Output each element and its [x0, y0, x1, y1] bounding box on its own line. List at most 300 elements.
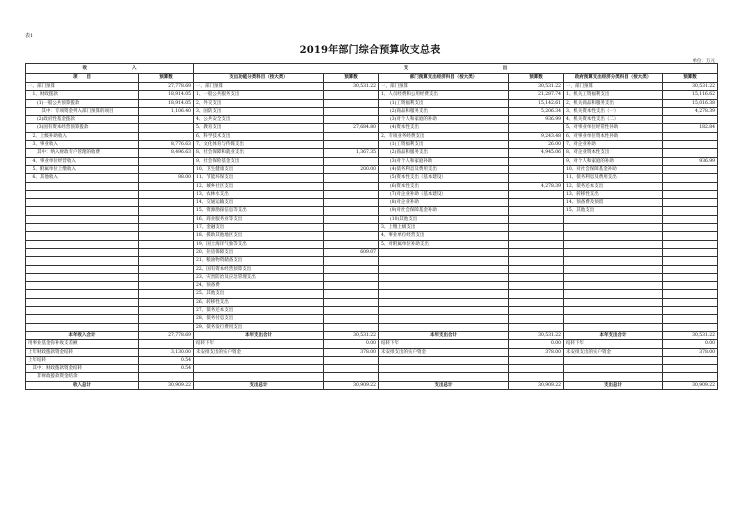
budget-table [25, 63, 718, 390]
item-cell: 6、对事业单位资本性补助 [564, 132, 663, 140]
item-cell [26, 232, 139, 240]
item-cell [564, 315, 663, 323]
item-cell: 2、专项业务经费支出 [379, 132, 509, 140]
table-row [26, 240, 718, 248]
item-cell [26, 265, 139, 273]
item-cell: 4、事业单位经营支出 [379, 232, 509, 240]
item-cell: (9)对社会保障基金补助 [379, 207, 509, 215]
amount-cell [663, 307, 718, 315]
item-cell: (3)对个人和家庭的补助 [379, 116, 509, 124]
table-row [26, 99, 718, 107]
item-cell: 16、商业服务业等支出 [194, 215, 324, 223]
item-cell: 5、对附属单位补助支出 [379, 240, 509, 248]
amount-cell: 27,778.69 [139, 83, 194, 91]
item-cell [26, 273, 139, 281]
item-cell: 13、农林水支出 [194, 190, 324, 198]
item-cell: 22、国有资本经营预算支出 [194, 265, 324, 273]
table-row [26, 182, 718, 190]
item-cell: 一、部门预算 [194, 83, 324, 91]
table-row [26, 174, 718, 182]
item-cell: 11、节能环保支出 [194, 174, 324, 182]
item-cell [379, 323, 509, 331]
amount-cell [663, 298, 718, 306]
table-row [26, 107, 718, 115]
amount-cell [139, 340, 194, 348]
amount-cell [324, 323, 379, 331]
item-cell: 支出总计 [379, 381, 509, 389]
table-row [26, 141, 718, 149]
item-cell: (4)债务利息及费用支出 [379, 165, 509, 173]
item-cell [564, 215, 663, 223]
item-cell: 19、国土海洋气象等支出 [194, 240, 324, 248]
item-cell [26, 215, 139, 223]
column-header: 部门预算支出经济科目（按大类） [379, 74, 509, 83]
amount-cell: 200.00 [324, 165, 379, 173]
item-cell: 4、事业单位经营收入 [26, 157, 139, 165]
item-cell: 7、文化体育与传媒支出 [194, 141, 324, 149]
item-cell [26, 199, 139, 207]
table-row [26, 315, 718, 323]
item-cell: (5)资本性支出（基本建设） [379, 174, 509, 182]
amount-cell [509, 174, 564, 182]
amount-cell [324, 356, 379, 364]
item-cell: 本年收入合计 [26, 331, 139, 339]
amount-cell [324, 265, 379, 273]
item-cell: 5、教育支出 [194, 124, 324, 132]
item-cell: (1)一般公共预算拨款 [26, 99, 139, 107]
item-cell: 3、事业收入 [26, 141, 139, 149]
column-header: 预算数 [663, 74, 718, 83]
amount-cell [509, 323, 564, 331]
table-row [26, 132, 718, 140]
item-cell: (2)政府性基金拨款 [26, 116, 139, 124]
item-cell: 14、预备费及预留 [564, 199, 663, 207]
amount-cell [663, 149, 718, 157]
item-cell: (1)工资福利支出 [379, 141, 509, 149]
item-cell [26, 323, 139, 331]
amount-cell [324, 99, 379, 107]
item-cell: 8、对企业资本性支出 [564, 149, 663, 157]
amount-cell: 9,243.48 [509, 132, 564, 140]
item-cell [26, 307, 139, 315]
item-cell [194, 365, 324, 373]
item-cell: 支出总计 [564, 381, 663, 389]
amount-cell [324, 157, 379, 165]
item-cell: 25、其他支出 [194, 290, 324, 298]
table-row [26, 257, 718, 265]
table-row [26, 224, 718, 232]
amount-cell [509, 165, 564, 173]
item-cell: 本年支出合计 [194, 331, 324, 339]
amount-cell [509, 298, 564, 306]
amount-cell [509, 365, 564, 373]
amount-cell [509, 282, 564, 290]
amount-cell [324, 307, 379, 315]
amount-cell [663, 265, 718, 273]
amount-cell: 30,531.22 [509, 83, 564, 91]
item-cell: 收入总计 [26, 381, 139, 389]
amount-cell: 378.00 [509, 348, 564, 356]
amount-cell [324, 232, 379, 240]
amount-cell: 18,914.05 [139, 91, 194, 99]
amount-cell: 0.54 [139, 356, 194, 364]
table-row [26, 248, 718, 256]
amount-cell: 30,909.22 [663, 381, 718, 389]
amount-cell [324, 107, 379, 115]
amount-cell: 15,016.38 [663, 99, 718, 107]
amount-cell [663, 141, 718, 149]
table-row [26, 232, 718, 240]
amount-cell [139, 273, 194, 281]
item-cell: 28、债务付息支出 [194, 315, 324, 323]
item-cell [379, 290, 509, 298]
item-cell: (10)其他支出 [379, 215, 509, 223]
amount-cell [324, 298, 379, 306]
item-cell [564, 290, 663, 298]
table-row [26, 149, 718, 157]
amount-cell: 88.00 [139, 174, 194, 182]
item-cell: (3)国有资本经营预算拨款 [26, 124, 139, 132]
amount-cell [663, 190, 718, 198]
table-row [26, 348, 718, 356]
item-cell: 2、外交支出 [194, 99, 324, 107]
amount-cell [663, 373, 718, 381]
item-cell: 3、机关资本性支出（一） [564, 107, 663, 115]
amount-cell: 30,531.22 [663, 83, 718, 91]
item-cell [564, 248, 663, 256]
item-cell [564, 265, 663, 273]
item-cell [379, 365, 509, 373]
item-cell: (2)商品和服务支出 [379, 149, 509, 157]
item-cell: 24、预备费 [194, 282, 324, 290]
amount-cell [139, 298, 194, 306]
amount-cell [663, 323, 718, 331]
amount-cell [139, 232, 194, 240]
item-cell [564, 240, 663, 248]
item-cell: 本年支出合计 [379, 331, 509, 339]
item-cell [564, 298, 663, 306]
expense-group-header: 支 出 [194, 64, 718, 74]
item-cell: 非财政拨款资金结余 [26, 373, 139, 381]
page-title: 2019年部门综合预算收支总表 [299, 45, 441, 56]
amount-cell [509, 307, 564, 315]
amount-cell: 378.00 [663, 348, 718, 356]
amount-cell: 4,278.39 [509, 182, 564, 190]
item-cell: 27、债务还本支出 [194, 307, 324, 315]
table-row [26, 83, 718, 91]
item-cell [194, 373, 324, 381]
item-cell [564, 323, 663, 331]
table-row [26, 265, 718, 273]
table-row [26, 116, 718, 124]
item-cell: (7)对企业补助（基本建设） [379, 190, 509, 198]
item-cell: 1、人员经费和公用经费支出 [379, 91, 509, 99]
amount-cell [663, 199, 718, 207]
item-cell: 未安排支出的实户资金 [194, 348, 324, 356]
item-cell: 上年结转 [26, 356, 139, 364]
item-cell [26, 315, 139, 323]
item-cell: 其中：专项资金列入部门预算的项目 [26, 107, 139, 115]
table-row [26, 91, 718, 99]
item-cell: 15、其他支出 [564, 207, 663, 215]
amount-cell [509, 273, 564, 281]
amount-cell [139, 207, 194, 215]
amount-cell: 30,909.22 [324, 381, 379, 389]
amount-cell [139, 315, 194, 323]
item-cell [564, 257, 663, 265]
amount-cell [509, 157, 564, 165]
amount-cell [663, 257, 718, 265]
item-cell: (8)对企业补助 [379, 199, 509, 207]
item-cell: 2、上级补助收入 [26, 132, 139, 140]
item-cell [26, 190, 139, 198]
amount-cell [509, 373, 564, 381]
table-row [26, 290, 718, 298]
column-header: 预算数 [324, 74, 379, 83]
amount-cell [139, 282, 194, 290]
item-cell: 12、债务还本支出 [564, 182, 663, 190]
item-cell [564, 365, 663, 373]
amount-cell [139, 307, 194, 315]
amount-cell [139, 165, 194, 173]
table-number: 表1 [25, 33, 34, 39]
amount-cell: 30,531.22 [324, 83, 379, 91]
table-row [26, 273, 718, 281]
amount-cell [324, 132, 379, 140]
unit-label: 单位：万元 [692, 59, 715, 64]
amount-cell: 609.07 [324, 248, 379, 256]
amount-cell [139, 199, 194, 207]
table-row [26, 165, 718, 173]
amount-cell [663, 282, 718, 290]
item-cell: 15、资源勘探信息等支出 [194, 207, 324, 215]
item-cell [379, 248, 509, 256]
item-cell [26, 290, 139, 298]
amount-cell [139, 240, 194, 248]
amount-cell [663, 215, 718, 223]
item-cell: 1、财政拨款 [26, 91, 139, 99]
amount-cell: 0.00 [663, 340, 718, 348]
amount-cell [139, 190, 194, 198]
item-cell [564, 224, 663, 232]
amount-cell [139, 265, 194, 273]
income-group-header: 收 入 [26, 64, 194, 74]
amount-cell [663, 315, 718, 323]
item-cell: (2)商品和服务支出 [379, 107, 509, 115]
amount-cell: 182.84 [663, 124, 718, 132]
amount-cell [509, 265, 564, 273]
amount-cell [324, 240, 379, 248]
amount-cell: 1,367.35 [324, 149, 379, 157]
item-cell: 18、援助其他地区支出 [194, 232, 324, 240]
item-cell: 9、对个人和家庭的补助 [564, 157, 663, 165]
item-cell: 7、对企业补助 [564, 141, 663, 149]
item-cell [26, 248, 139, 256]
item-cell: 一、部门预算 [379, 83, 509, 91]
amount-cell [324, 116, 379, 124]
item-cell: 上年财政拨款资金结转 [26, 348, 139, 356]
item-cell: 支出总计 [194, 381, 324, 389]
item-cell: 26、转移性支出 [194, 298, 324, 306]
amount-cell: 27,684.80 [324, 124, 379, 132]
item-cell [379, 282, 509, 290]
amount-cell: 26.00 [509, 141, 564, 149]
table-row [26, 373, 718, 381]
item-cell: 结转下年 [379, 340, 509, 348]
item-cell: 本年支出合计 [564, 331, 663, 339]
amount-cell [509, 124, 564, 132]
table-row [26, 365, 718, 373]
item-cell: 21、粮油物资储备支出 [194, 257, 324, 265]
amount-cell: 0.54 [139, 365, 194, 373]
item-cell: 10、卫生健康支出 [194, 165, 324, 173]
item-cell [26, 282, 139, 290]
amount-cell: 378.00 [324, 348, 379, 356]
table-row [26, 298, 718, 306]
amount-cell [139, 132, 194, 140]
amount-cell [324, 141, 379, 149]
item-cell [564, 373, 663, 381]
column-header: 项 目 [26, 74, 139, 83]
amount-cell [663, 116, 718, 124]
total-row [26, 331, 718, 339]
amount-cell [509, 248, 564, 256]
amount-cell [663, 365, 718, 373]
amount-cell: 15,116.62 [663, 91, 718, 99]
amount-cell [663, 273, 718, 281]
amount-cell: 15,142.61 [509, 99, 564, 107]
item-cell: 1、机关工资福利支出 [564, 91, 663, 99]
item-cell: 29、债务发行费用支出 [194, 323, 324, 331]
item-cell: 结转下年 [564, 340, 663, 348]
amount-cell [663, 174, 718, 182]
amount-cell [324, 207, 379, 215]
amount-cell [324, 315, 379, 323]
column-header: 预算数 [509, 74, 564, 83]
amount-cell: 0.00 [324, 340, 379, 348]
amount-cell [324, 91, 379, 99]
group-header-row [26, 64, 718, 74]
amount-cell: 30,531.22 [663, 331, 718, 339]
item-cell [379, 315, 509, 323]
amount-cell [324, 215, 379, 223]
amount-cell: 0.00 [509, 340, 564, 348]
item-cell: 3、上缴上级支出 [379, 224, 509, 232]
item-cell: (3)对个人和家庭补助 [379, 157, 509, 165]
amount-cell [139, 373, 194, 381]
item-cell: 1、一般公共服务支出 [194, 91, 324, 99]
item-cell [564, 356, 663, 364]
item-cell [26, 207, 139, 215]
amount-cell [324, 182, 379, 190]
grand-total-row [26, 381, 718, 389]
item-cell: 4、公共安全支出 [194, 116, 324, 124]
item-cell: 2、机关商品和服务支出 [564, 99, 663, 107]
item-cell [564, 273, 663, 281]
amount-cell [139, 116, 194, 124]
amount-cell [509, 232, 564, 240]
amount-cell [139, 157, 194, 165]
amount-cell: 3,130.00 [139, 348, 194, 356]
amount-cell: 936.99 [663, 157, 718, 165]
amount-cell [139, 290, 194, 298]
item-cell: 一、部门预算 [564, 83, 663, 91]
amount-cell [324, 257, 379, 265]
amount-cell: 21,287.74 [509, 91, 564, 99]
amount-cell [509, 257, 564, 265]
amount-cell: 936.99 [509, 116, 564, 124]
table-row [26, 307, 718, 315]
item-cell [26, 298, 139, 306]
amount-cell [324, 373, 379, 381]
amount-cell: 30,909.22 [509, 381, 564, 389]
amount-cell [324, 190, 379, 198]
column-header: 预算数 [139, 74, 194, 83]
item-cell [564, 307, 663, 315]
item-cell: 未安排支出的实户资金 [379, 348, 509, 356]
amount-cell [663, 182, 718, 190]
item-cell: 6、其他收入 [26, 174, 139, 182]
amount-cell [663, 240, 718, 248]
amount-cell [663, 232, 718, 240]
item-cell: (6)资本性支出 [379, 182, 509, 190]
amount-cell [663, 132, 718, 140]
table-row [26, 199, 718, 207]
item-cell [26, 257, 139, 265]
item-cell [379, 373, 509, 381]
item-cell: 17、金融支出 [194, 224, 324, 232]
item-cell: 未安排支出的实户资金 [564, 348, 663, 356]
item-cell: (4)资本性支出 [379, 124, 509, 132]
item-cell: 20、住房保障支出 [194, 248, 324, 256]
item-cell [379, 265, 509, 273]
amount-cell [663, 356, 718, 364]
amount-cell: 27,778.69 [139, 331, 194, 339]
item-cell: 3、国防支出 [194, 107, 324, 115]
item-cell: 其中：财政拨款资金结转 [26, 365, 139, 373]
amount-cell [663, 248, 718, 256]
amount-cell: 8,496.63 [139, 149, 194, 157]
amount-cell [324, 199, 379, 207]
amount-cell [139, 182, 194, 190]
item-cell [26, 224, 139, 232]
amount-cell [509, 190, 564, 198]
amount-cell [509, 215, 564, 223]
amount-cell: 30,531.22 [509, 331, 564, 339]
table-row [26, 190, 718, 198]
amount-cell [139, 224, 194, 232]
item-cell [379, 273, 509, 281]
item-cell [26, 182, 139, 190]
item-cell [564, 282, 663, 290]
item-cell [379, 307, 509, 315]
item-cell: 5、附属单位上缴收入 [26, 165, 139, 173]
amount-cell: 30,531.22 [324, 331, 379, 339]
column-header: 支出功能分类科目（按大类） [194, 74, 324, 83]
item-cell: 一、部门预算 [26, 83, 139, 91]
item-cell: 9、社会保险基金支出 [194, 157, 324, 165]
table-row [26, 323, 718, 331]
column-header-row [26, 74, 718, 83]
item-cell: 10、对社会保障基金补助 [564, 165, 663, 173]
amount-cell [324, 224, 379, 232]
amount-cell [509, 315, 564, 323]
item-cell: 5、对事业单位经常性补助 [564, 124, 663, 132]
amount-cell [324, 174, 379, 182]
amount-cell: 5,206.34 [509, 107, 564, 115]
amount-cell: 4,278.39 [663, 107, 718, 115]
amount-cell [509, 356, 564, 364]
